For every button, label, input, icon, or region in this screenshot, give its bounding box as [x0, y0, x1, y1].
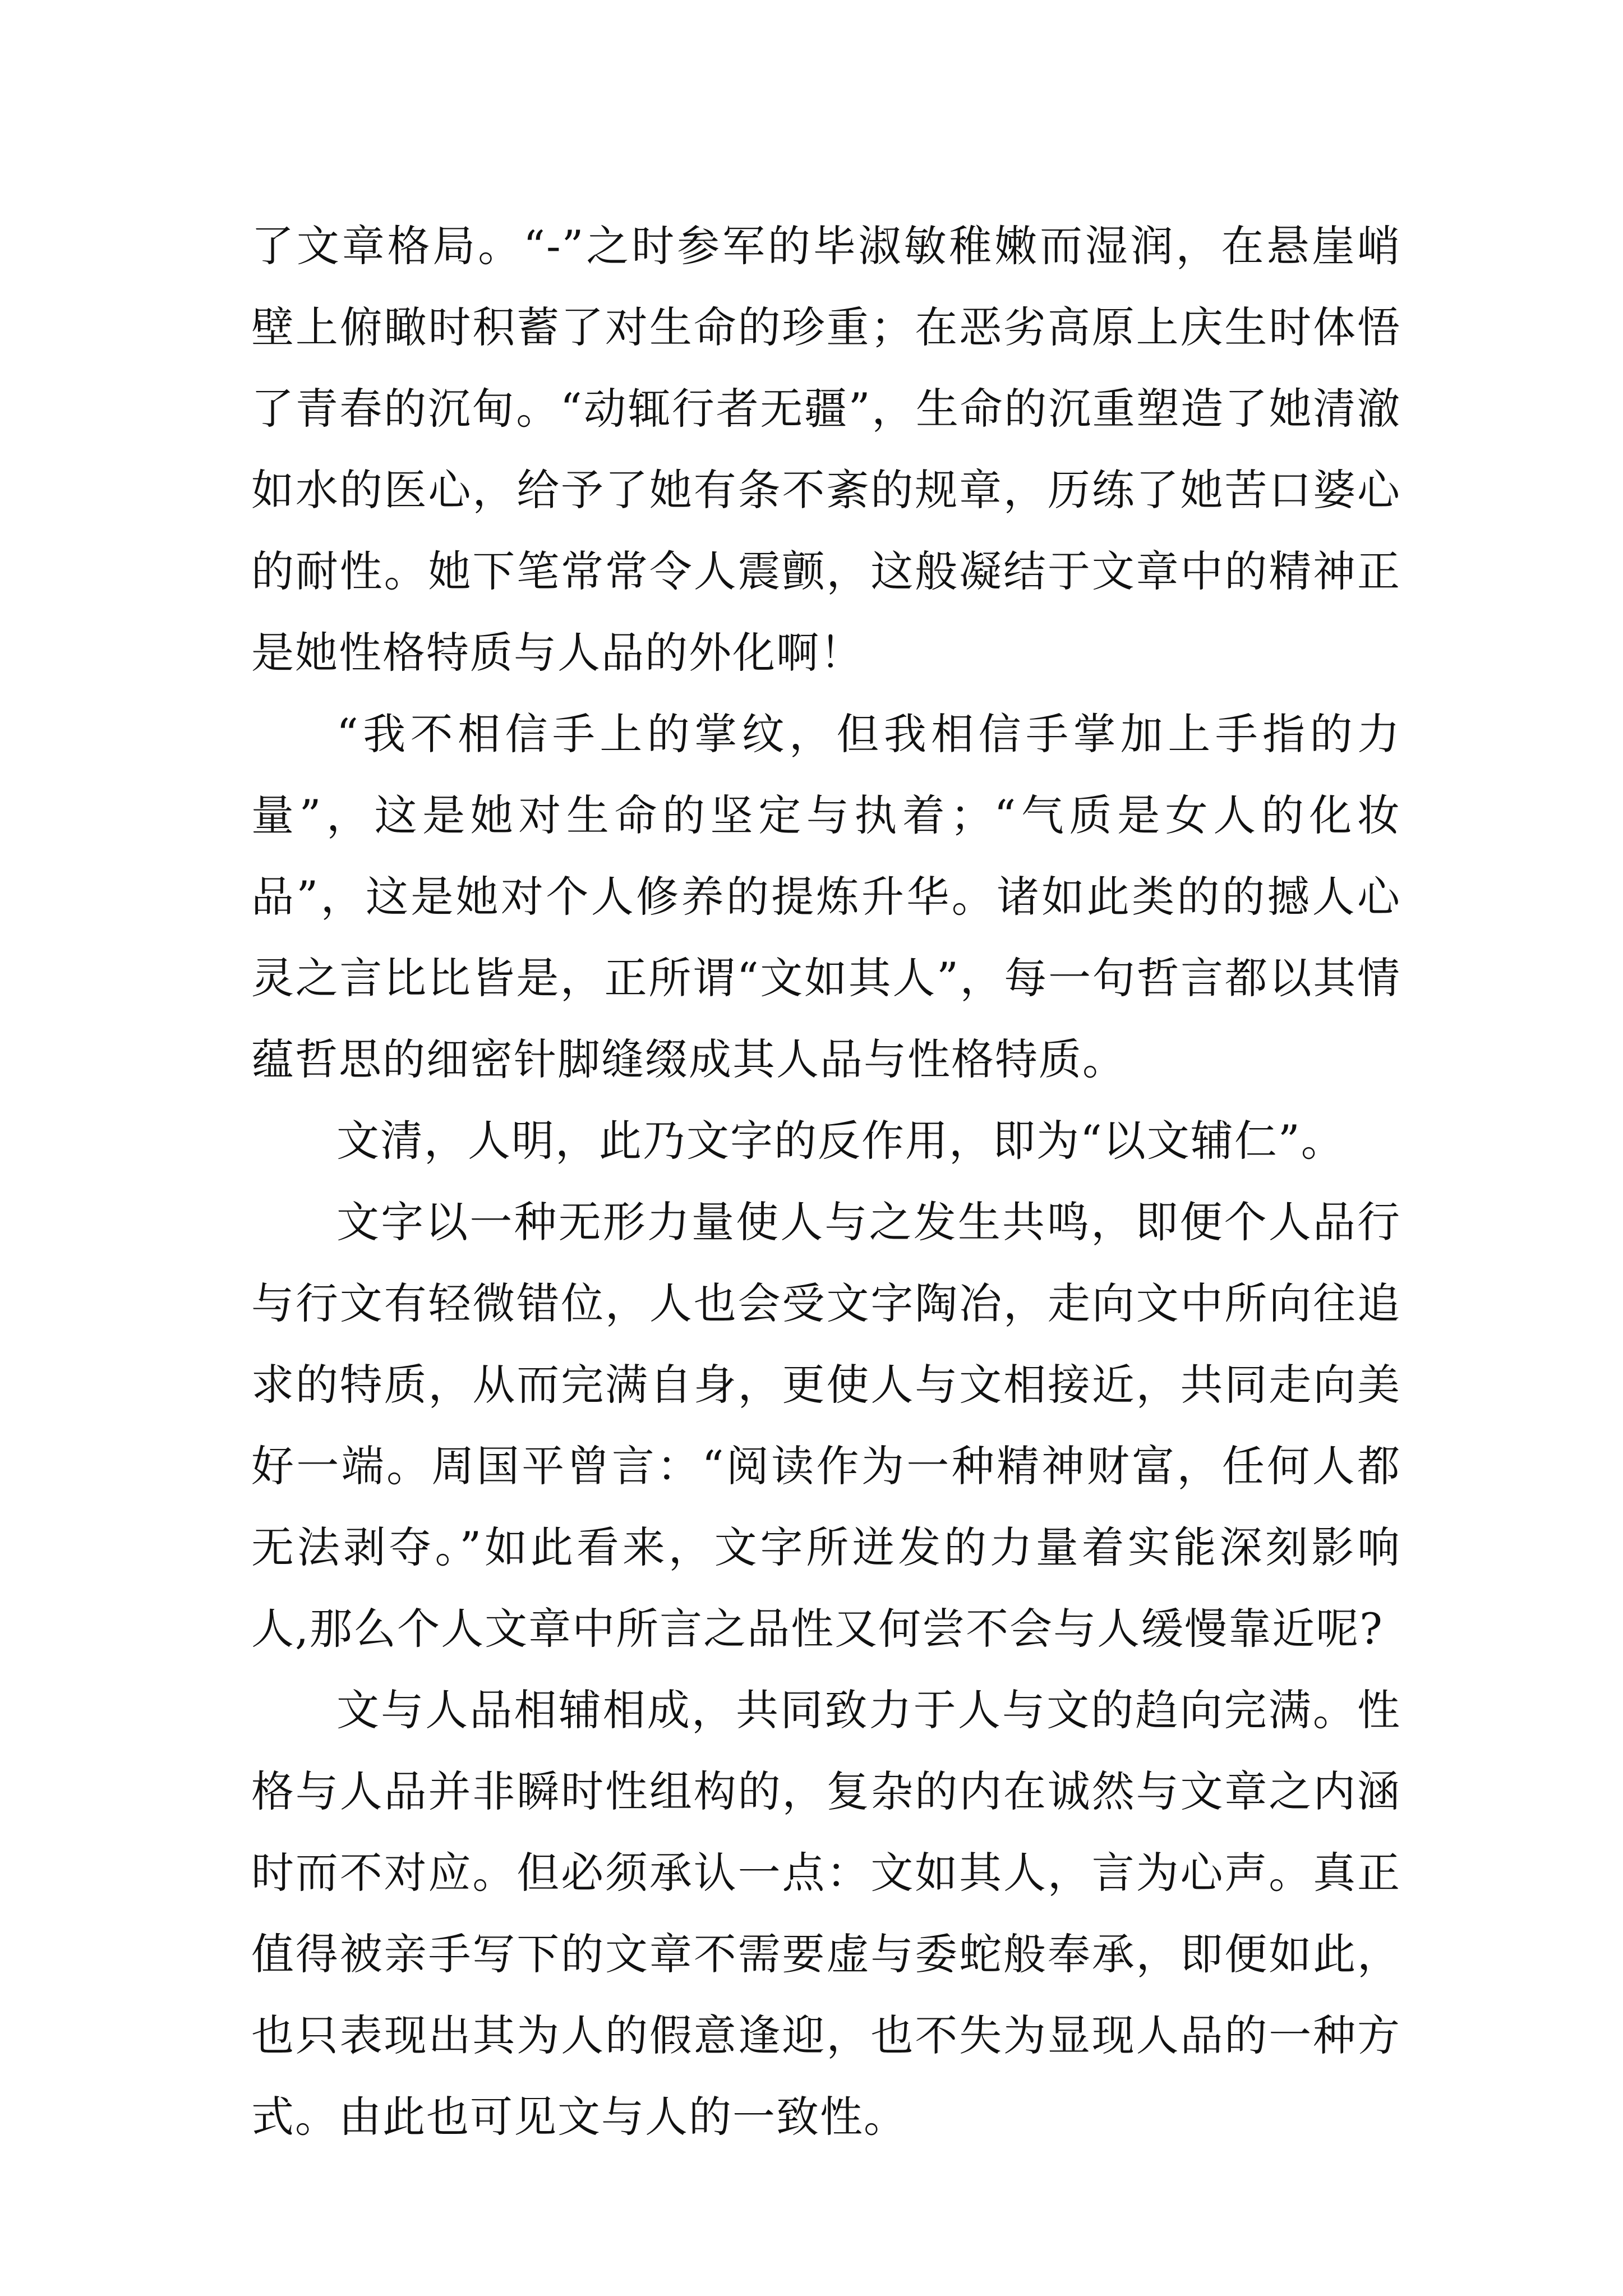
essay-body	[251, 205, 1401, 2157]
paragraph-4: 文字以一种无形力量使人与之发生共鸣，即便个人品行与行文有轻微错位，人也会受文字陶冶，走向文中所向往追求的特质，从而完满自身，更使人与文相接近，共同走向美好一端。周国平曾言：“阅读作为一种精神财富，任何人都无法剥夺。”如此看来，文字所迸发的力量着实能深刻影响人,那么个人文章中所言之品性又何尝不会与人缓慢靠近呢?	[251, 1197, 1401, 1654]
paragraph-1: 了文章格局。“-”之时参军的毕淑敏稚嫩而湿润，在悬崖峭壁上俯瞰时积蓄了对生命的珍重；在恶劣高原上庆生时体悟了青春的沉甸。“动辄行者无疆”，生命的沉重塑造了她清澈如水的医心，给予了她有条不紊的规章，历练了她苦口婆心的耐性。她下笔常常令人震颤，这般凝结于文章中的精神正是她性格特质与人品的外化啊！	[251, 221, 1401, 678]
paragraph-3: 文清，人明，此乃文字的反作用，即为“以文辅仁”。	[336, 1116, 1345, 1166]
paragraph-5: 文与人品相辅相成，共同致力于人与文的趋向完满。性格与人品并非瞬时性组构的，复杂的内在诚然与文章之内涵时而不对应。但必须承认一点：文如其人，言为心声。真正值得被亲手写下的文章不需要虚与委蛇般奉承，即便如此，也只表现出其为人的假意逢迎，也不失为显现人品的一种方式。由此也可见文与人的一致性。	[251, 1685, 1401, 2142]
paragraph-2: “我不相信手上的掌纹，但我相信手掌加上手指的力量”，这是她对生命的坚定与执着；“气质是女人的化妆品”，这是她对个人修养的提炼升华。诸如此类的的撼人心灵之言比比皆是，正所谓“文如其人”，每一句哲言都以其情蕴哲思的细密针脚缝缀成其人品与性格特质。	[251, 709, 1401, 1084]
